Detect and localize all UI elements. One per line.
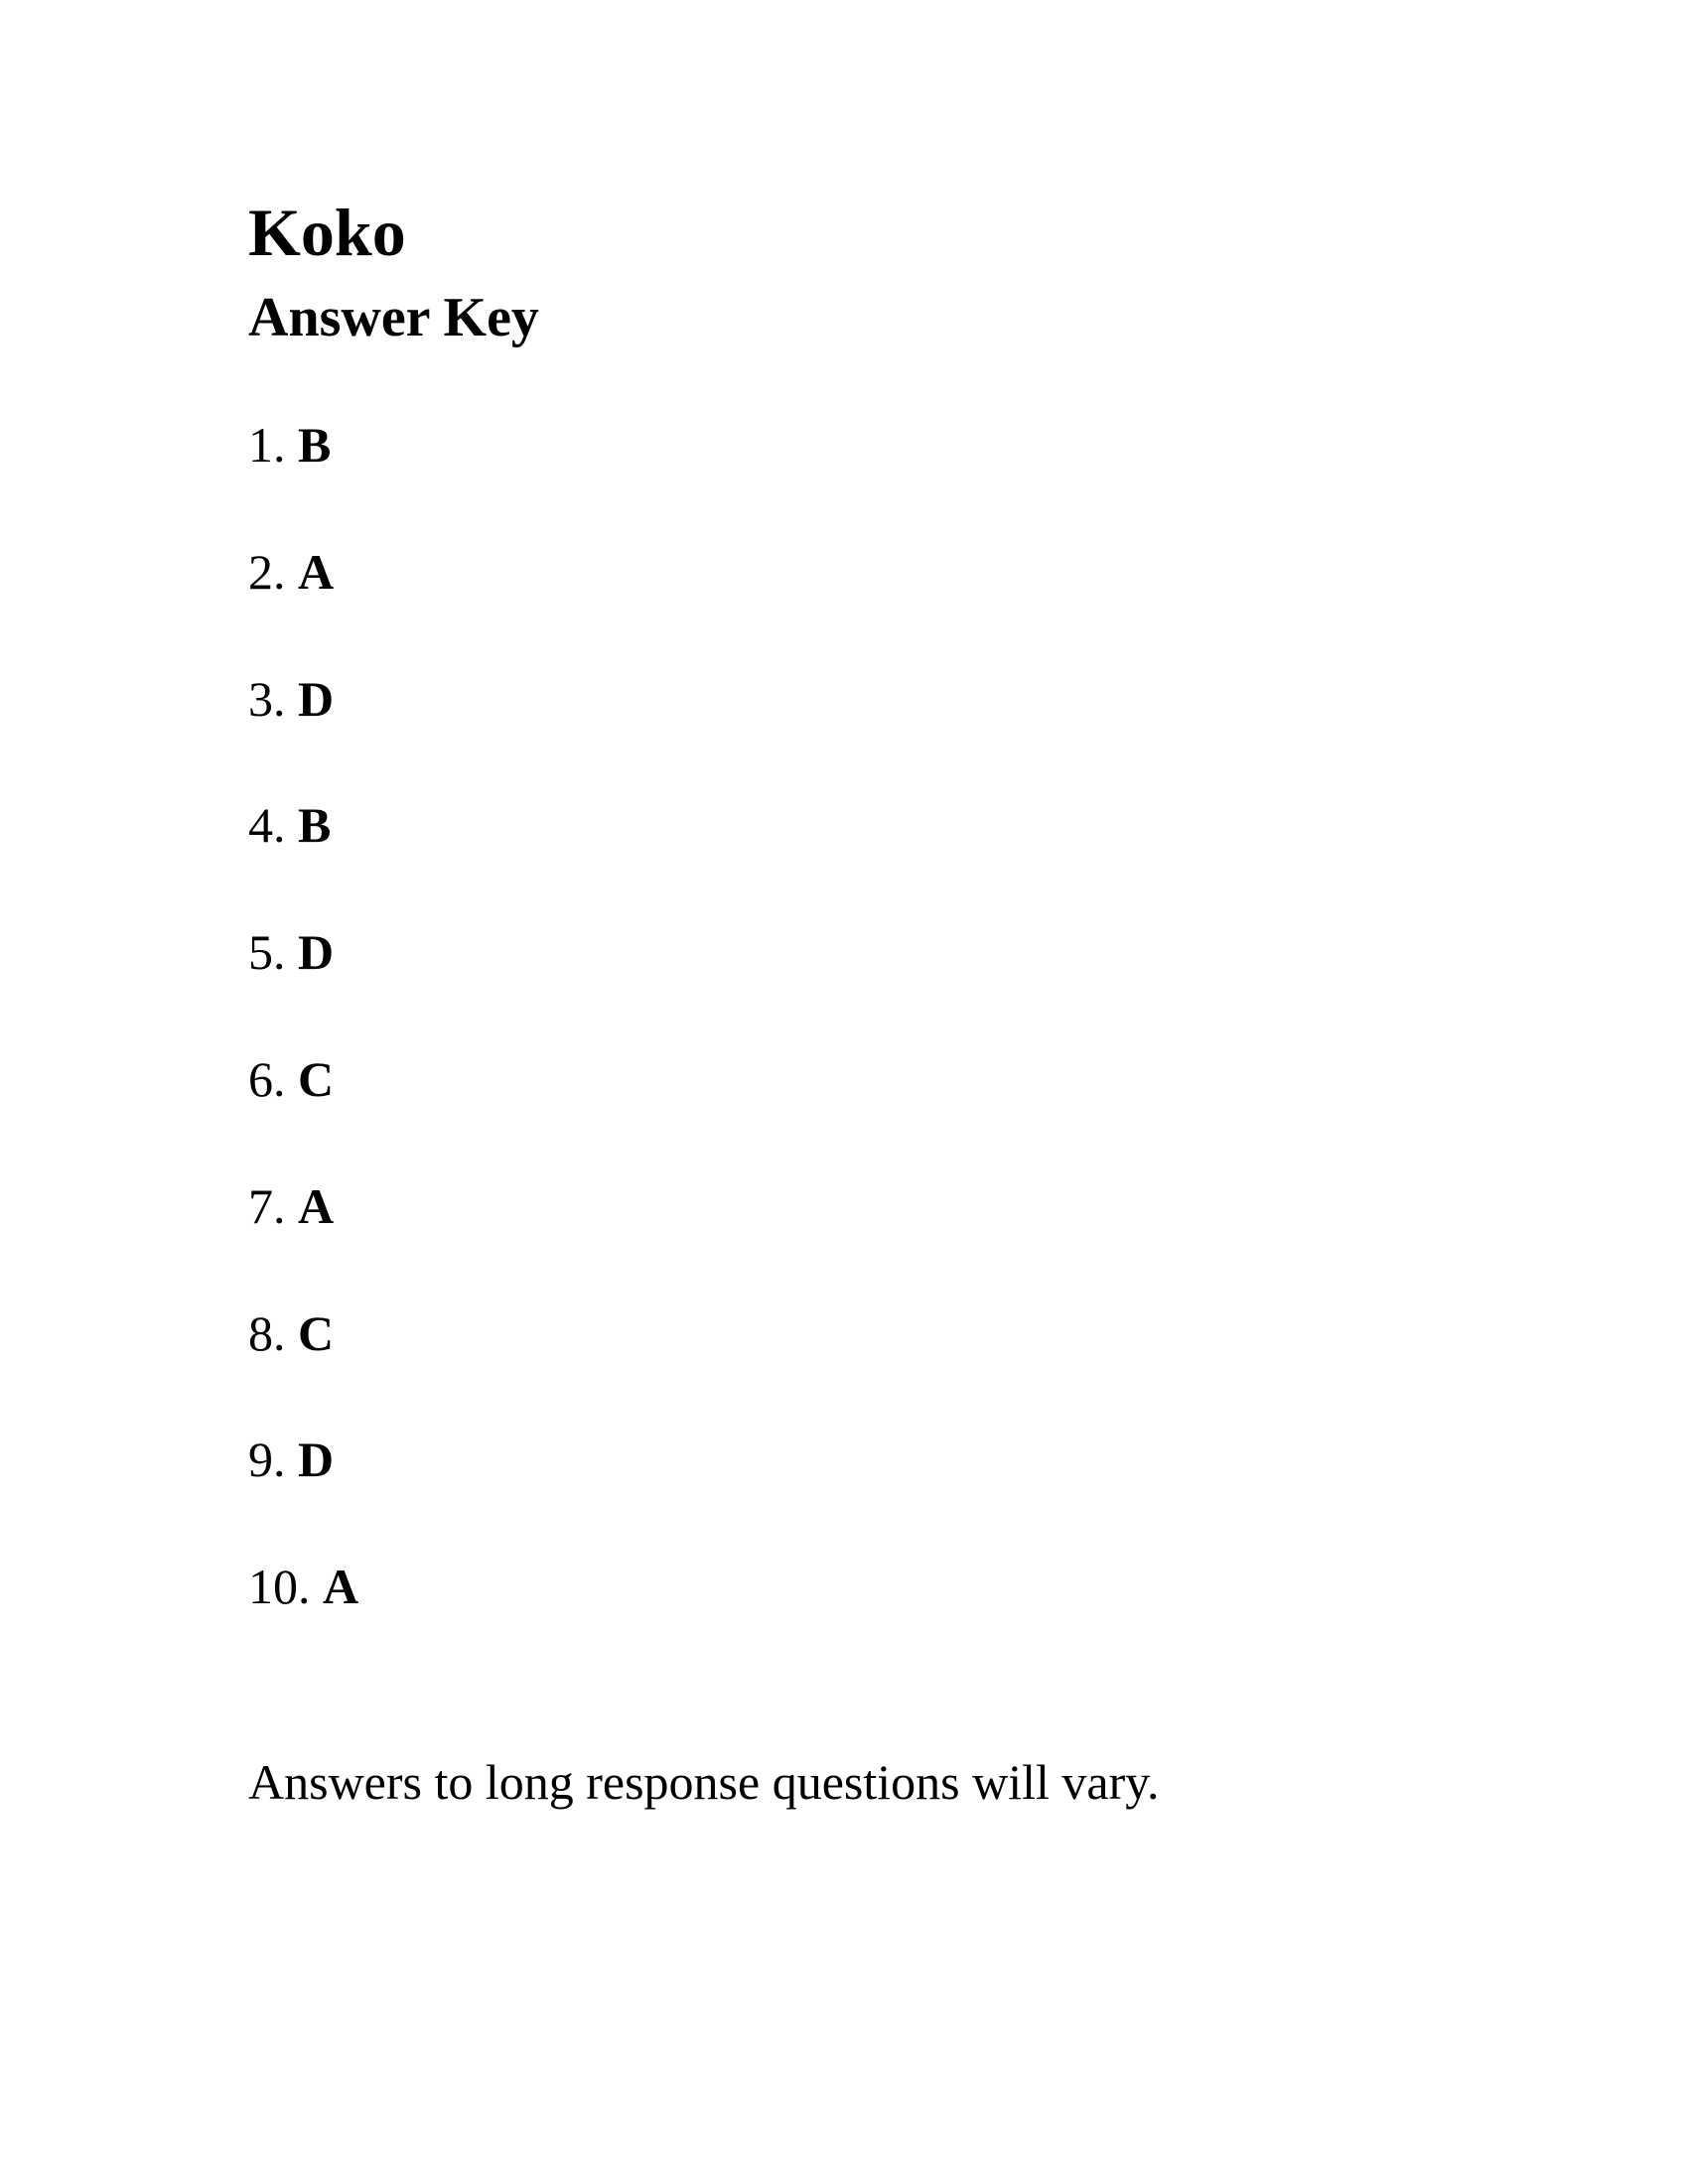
answer-item bbox=[248, 1559, 358, 1686]
answer-item bbox=[248, 1178, 358, 1305]
answer-number: 3. bbox=[248, 670, 286, 727]
answer-letter: D bbox=[298, 670, 335, 727]
answer-letter: B bbox=[298, 797, 332, 854]
document-subtitle: Answer Key bbox=[248, 287, 539, 348]
answer-number: 1. bbox=[248, 417, 286, 473]
answer-number: 9. bbox=[248, 1432, 286, 1488]
answer-letter: B bbox=[298, 417, 332, 473]
answer-item bbox=[248, 417, 358, 544]
answer-item bbox=[248, 797, 358, 924]
answer-number: 5. bbox=[248, 924, 286, 981]
answer-letter: C bbox=[298, 1304, 335, 1361]
answer-letter: D bbox=[298, 1432, 335, 1488]
answer-number: 8. bbox=[248, 1304, 286, 1361]
answer-number: 4. bbox=[248, 797, 286, 854]
answer-letter: A bbox=[298, 1177, 335, 1234]
answer-item bbox=[248, 544, 358, 671]
answer-list bbox=[248, 417, 358, 1686]
answer-number: 2. bbox=[248, 543, 286, 600]
answer-number: 10. bbox=[248, 1559, 311, 1615]
answer-letter: D bbox=[298, 924, 335, 981]
answer-number: 6. bbox=[248, 1050, 286, 1107]
answer-item bbox=[248, 1432, 358, 1559]
answer-item bbox=[248, 1051, 358, 1178]
answer-item bbox=[248, 924, 358, 1051]
answer-letter: A bbox=[323, 1559, 359, 1615]
answer-item bbox=[248, 671, 358, 798]
answer-number: 7. bbox=[248, 1177, 286, 1234]
long-response-note: Answers to long response questions will vary. bbox=[248, 1754, 1160, 1810]
answer-letter: C bbox=[298, 1050, 335, 1107]
answer-letter: A bbox=[298, 543, 335, 600]
document-title: Koko bbox=[248, 195, 406, 270]
answer-item bbox=[248, 1305, 358, 1433]
